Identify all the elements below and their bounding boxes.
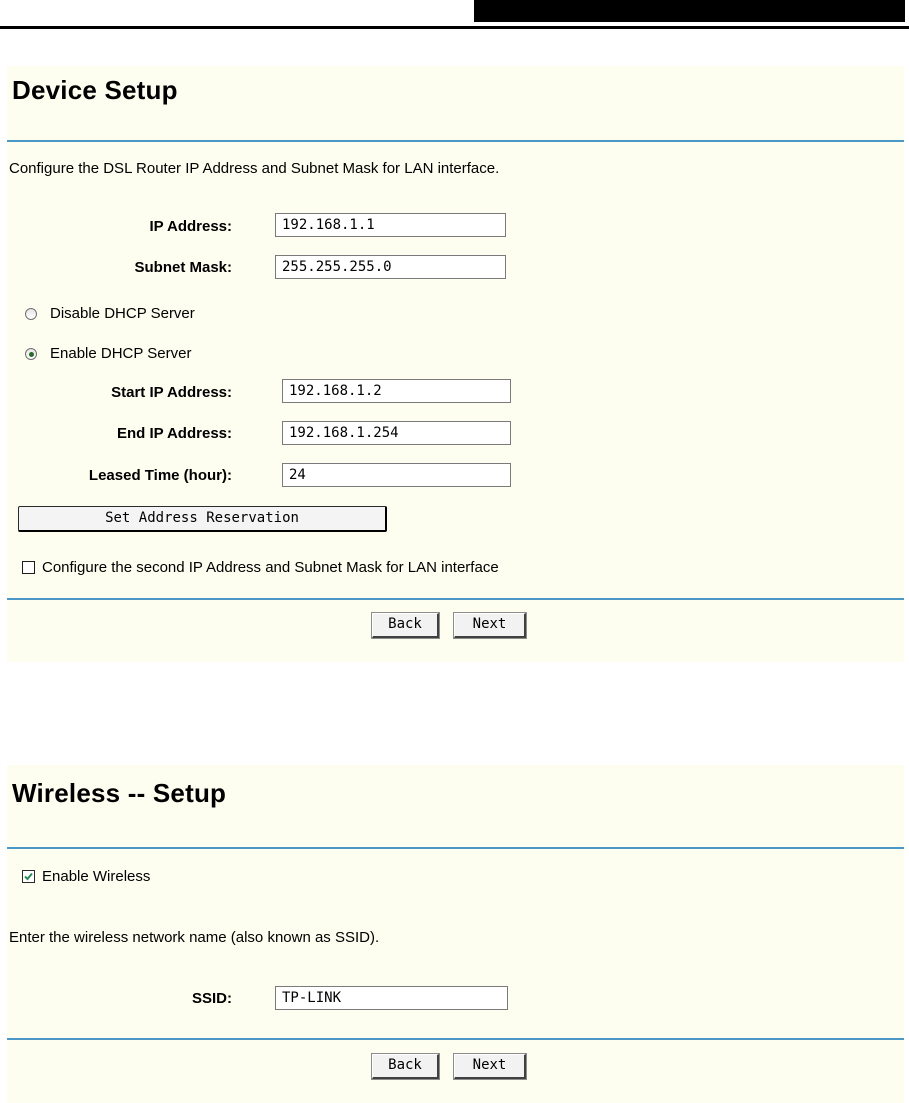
- footer-divider: [7, 1038, 904, 1040]
- end-ip-input[interactable]: 192.168.1.254: [282, 421, 511, 445]
- back-button[interactable]: Back: [372, 1054, 439, 1079]
- start-ip-input[interactable]: 192.168.1.2: [282, 379, 511, 403]
- start-ip-label: Start IP Address:: [111, 384, 232, 401]
- ssid-label: SSID:: [191, 990, 232, 1007]
- leased-time-input[interactable]: 24: [282, 463, 511, 487]
- ip-address-label: IP Address:: [149, 218, 232, 235]
- enable-wireless-label: Enable Wireless: [42, 868, 151, 885]
- subnet-mask-input[interactable]: 255.255.255.0: [275, 255, 506, 279]
- header-rule: [0, 26, 909, 29]
- title-divider: [7, 140, 904, 142]
- set-address-reservation-button[interactable]: Set Address Reservation: [18, 506, 387, 532]
- subnet-mask-label: Subnet Mask:: [134, 259, 232, 276]
- next-button[interactable]: Next: [454, 1054, 526, 1079]
- radio-selected-dot: [29, 352, 34, 357]
- device-setup-panel: [7, 66, 904, 662]
- second-ip-checkbox[interactable]: [22, 561, 35, 574]
- footer-divider: [7, 598, 904, 600]
- page-title: Device Setup: [12, 75, 178, 105]
- header-bar: [474, 0, 905, 22]
- device-description: Configure the DSL Router IP Address and Subnet Mask for LAN interface.: [9, 160, 500, 177]
- check-icon: [23, 871, 34, 882]
- enable-dhcp-label: Enable DHCP Server: [50, 345, 192, 362]
- wireless-setup-panel: [7, 765, 904, 1103]
- end-ip-label: End IP Address:: [116, 425, 232, 442]
- next-button[interactable]: Next: [454, 613, 526, 638]
- enable-dhcp-radio[interactable]: [25, 348, 37, 360]
- page-title: Wireless -- Setup: [12, 778, 227, 808]
- second-ip-checkbox-label: Configure the second IP Address and Subnet Mask for LAN interface: [42, 559, 499, 576]
- ssid-input[interactable]: TP-LINK: [275, 986, 508, 1010]
- title-divider: [7, 847, 904, 849]
- back-button[interactable]: Back: [372, 613, 439, 638]
- ip-address-input[interactable]: 192.168.1.1: [275, 213, 506, 237]
- wireless-description: Enter the wireless network name (also known as SSID).: [9, 929, 380, 946]
- leased-time-label: Leased Time (hour):: [88, 467, 232, 484]
- disable-dhcp-label: Disable DHCP Server: [50, 305, 195, 322]
- enable-wireless-checkbox[interactable]: [22, 870, 35, 883]
- disable-dhcp-radio[interactable]: [25, 308, 37, 320]
